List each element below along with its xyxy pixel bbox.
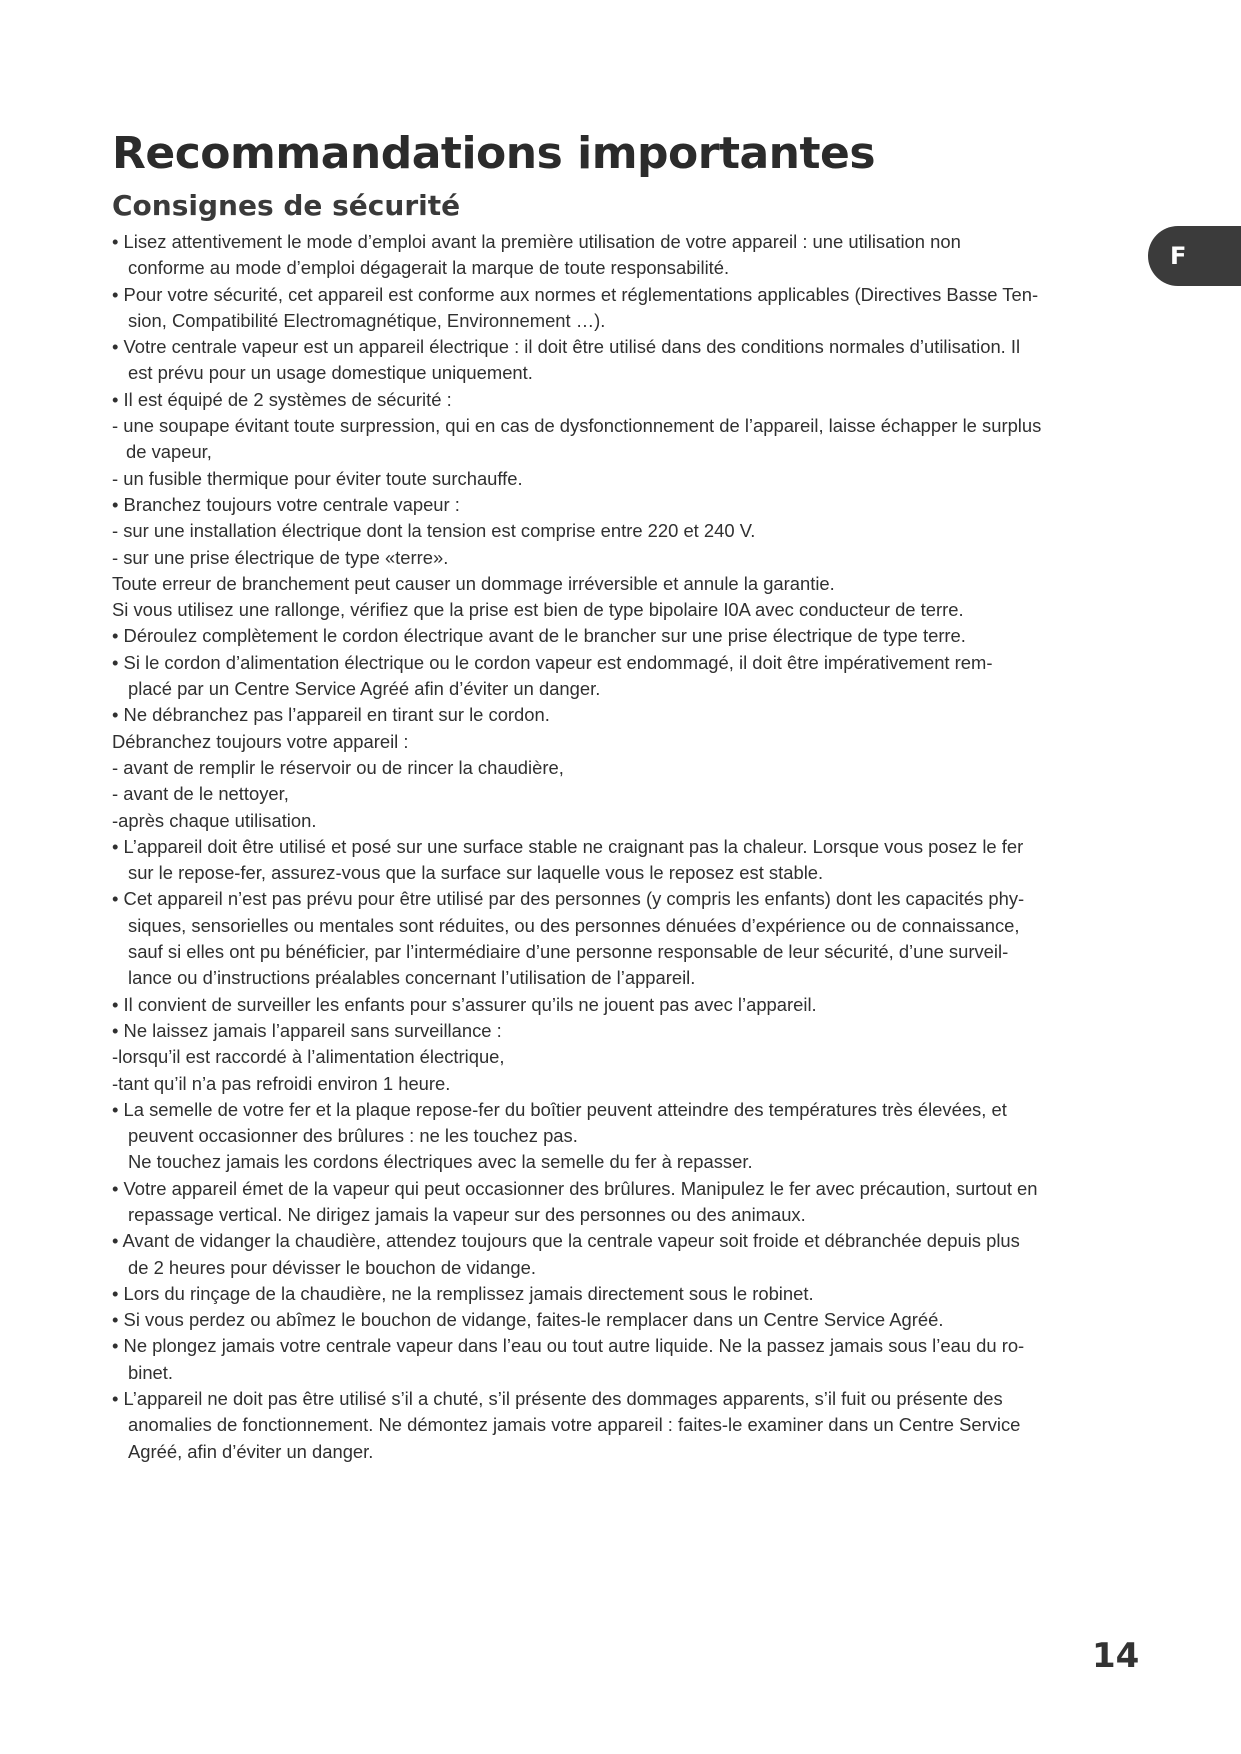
text-line: -après chaque utilisation. <box>112 809 317 831</box>
text-line: • L’appareil doit être utilisé et posé sur une surface stable ne craignant pas la chaleur. Lorsque vous posez le fer <box>112 835 1024 857</box>
text-line: Toute erreur de branchement peut causer un dommage irréversible et annule la garantie. <box>112 572 835 594</box>
text-line: peuvent occasionner des brûlures : ne les touchez pas. <box>128 1125 578 1147</box>
text-line: Agréé, afin d’éviter un danger. <box>128 1440 374 1462</box>
text-line: Si vous utilisez une rallonge, vérifiez que la prise est bien de type bipolaire I0A avec conducteur de terre. <box>112 599 964 621</box>
page-number: 14 <box>1092 1636 1140 1676</box>
text-line: • L’appareil ne doit pas être utilisé s’il a chuté, s’il présente des dommages apparents, s’il fuit ou présente des <box>112 1388 1003 1410</box>
text-line: • Branchez toujours votre centrale vapeur : <box>112 493 460 515</box>
text-line: repassage vertical. Ne dirigez jamais la vapeur sur des personnes ou des animaux. <box>128 1203 806 1225</box>
text-line: • Il convient de surveiller les enfants pour s’assurer qu’ils ne jouent pas avec l’appareil. <box>112 993 817 1015</box>
text-line: • Votre centrale vapeur est un appareil électrique : il doit être utilisé dans des conditions normales d’utilisation. Il <box>112 336 1021 358</box>
text-line: anomalies de fonctionnement. Ne démontez jamais votre appareil : faites-le examiner dans un Centre Service <box>128 1414 1021 1436</box>
text-line: - avant de le nettoyer, <box>112 783 289 805</box>
text-line: - une soupape évitant toute surpression, qui en cas de dysfonctionnement de l’appareil, laisse échapper le surplus <box>112 415 1042 437</box>
text-line: -lorsqu’il est raccordé à l’alimentation électrique, <box>112 1046 505 1068</box>
text-line: est prévu pour un usage domestique uniquement. <box>128 362 533 384</box>
text-line: sur le repose-fer, assurez-vous que la surface sur laquelle vous le reposez est stable. <box>128 862 824 884</box>
text-line: de vapeur, <box>126 441 212 463</box>
text-line: Ne touchez jamais les cordons électriques avec la semelle du fer à repasser. <box>128 1151 753 1173</box>
text-line: • Ne plongez jamais votre centrale vapeur dans l’eau ou tout autre liquide. Ne la passez jamais sous l’eau du ro- <box>112 1335 1025 1357</box>
text-line: binet. <box>128 1361 173 1383</box>
language-tab-label: F <box>1170 242 1187 270</box>
text-line: de 2 heures pour dévisser le bouchon de vidange. <box>128 1256 536 1278</box>
page-title: Recommandations importantes <box>112 128 876 179</box>
section-title: Consignes de sécurité <box>112 189 461 222</box>
language-tab <box>1148 226 1241 286</box>
text-line: conforme au mode d’emploi dégagerait la marque de toute responsabilité. <box>128 257 730 279</box>
text-line: • Cet appareil n’est pas prévu pour être utilisé par des personnes (y compris les enfants) dont les capacités phy- <box>112 888 1025 910</box>
text-line: - sur une prise électrique de type «terre». <box>112 546 449 568</box>
text-line: • Votre appareil émet de la vapeur qui peut occasionner des brûlures. Manipulez le fer avec précaution, surtout en <box>112 1177 1038 1199</box>
text-line: • Il est équipé de 2 systèmes de sécurité : <box>112 388 452 410</box>
safety-instructions <box>112 229 1142 1465</box>
text-line: placé par un Centre Service Agréé afin d’éviter un danger. <box>128 678 601 700</box>
text-line: lance ou d’instructions préalables concernant l’utilisation de l’appareil. <box>128 967 696 989</box>
text-line: • Ne laissez jamais l’appareil sans surveillance : <box>112 1019 502 1041</box>
text-line: • Pour votre sécurité, cet appareil est conforme aux normes et réglementations applicables (Directives Basse Ten- <box>112 283 1039 305</box>
text-line: • Avant de vidanger la chaudière, attendez toujours que la centrale vapeur soit froide et débranchée depuis plus <box>112 1230 1020 1252</box>
text-line: • Lisez attentivement le mode d’emploi avant la première utilisation de votre appareil : une utilisation non <box>112 231 961 252</box>
text-line: • La semelle de votre fer et la plaque repose-fer du boîtier peuvent atteindre des températures très élevées, et <box>112 1098 1007 1120</box>
text-line: Débranchez toujours votre appareil : <box>112 730 409 752</box>
text-line: -tant qu’il n’a pas refroidi environ 1 heure. <box>112 1072 451 1094</box>
text-line: • Ne débranchez pas l’appareil en tirant sur le cordon. <box>112 704 550 726</box>
text-line: siques, sensorielles ou mentales sont réduites, ou des personnes dénuées d’expérience ou de connaissance, <box>128 914 1020 936</box>
text-line: • Lors du rinçage de la chaudière, ne la remplissez jamais directement sous le robinet. <box>112 1282 814 1304</box>
text-line: sauf si elles ont pu bénéficier, par l’intermédiaire d’une personne responsable de leur sécurité, d’une surveil- <box>128 941 1009 963</box>
text-line: - avant de remplir le réservoir ou de rincer la chaudière, <box>112 756 564 778</box>
text-line: • Si vous perdez ou abîmez le bouchon de vidange, faites-le remplacer dans un Centre Service Agréé. <box>112 1309 944 1331</box>
text-line: sion, Compatibilité Electromagnétique, Environnement …). <box>128 309 606 331</box>
text-line: • Si le cordon d’alimentation électrique ou le cordon vapeur est endommagé, il doit être impérativement rem- <box>112 651 993 673</box>
text-line: - un fusible thermique pour éviter toute surchauffe. <box>112 467 523 489</box>
text-line: • Déroulez complètement le cordon électrique avant de le brancher sur une prise électrique de type terre. <box>112 625 966 647</box>
text-line: - sur une installation électrique dont la tension est comprise entre 220 et 240 V. <box>112 520 756 542</box>
